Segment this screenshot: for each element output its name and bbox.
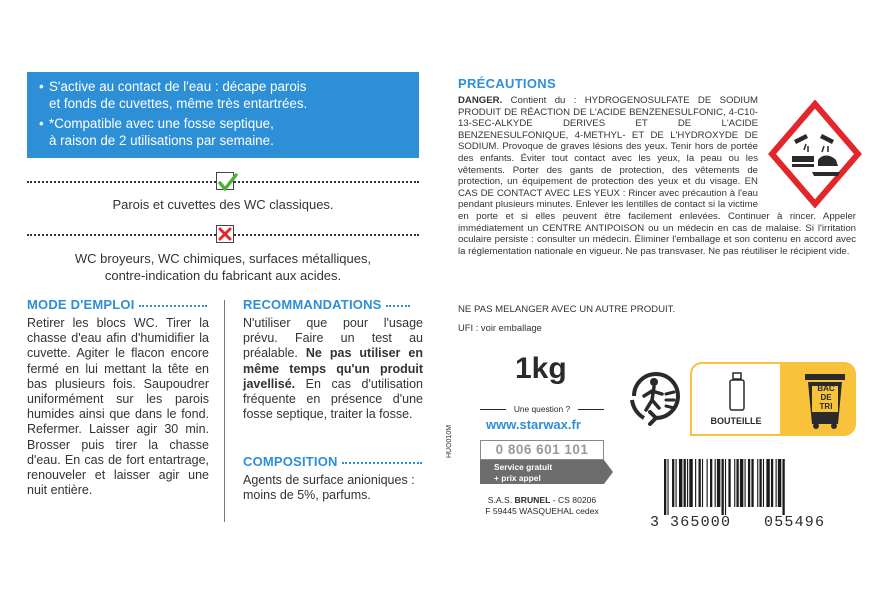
title-dots <box>342 462 422 464</box>
company-line <box>480 495 604 506</box>
product-code: HUO010M <box>446 424 453 458</box>
triman-icon <box>626 366 688 426</box>
question-label <box>480 404 604 414</box>
unsuitable-line: WC broyeurs, WC chimiques, surfaces métalliques, <box>74 251 372 266</box>
recommandations-text-a: N'utiliser que pour l'usage prévu. Faire un test au préalable. <box>243 316 423 361</box>
company-name: BRUNEL <box>514 495 551 505</box>
title-dots <box>139 305 207 307</box>
banner-line: à raison de 2 utilisations par semaine. <box>49 133 274 148</box>
bin-label-line: TRI <box>819 402 833 411</box>
service-line: + prix appel <box>494 472 541 483</box>
website-link[interactable]: www.starwax.fr <box>486 417 581 432</box>
unsuitable-line: contre-indication du fabricant aux acides. <box>104 268 342 283</box>
precautions-end: NE PAS MELANGER AVEC UN AUTRE PRODUIT. <box>458 304 676 315</box>
company-address <box>480 495 604 517</box>
company-prefix: S.A.S. <box>487 495 515 505</box>
recommandations-text <box>243 316 423 422</box>
bin-label-line: BAC <box>817 384 835 393</box>
banner-line: et fonds de cuvettes, même très entartrées. <box>49 96 308 111</box>
precautions-title: PRÉCAUTIONS <box>458 76 556 91</box>
ghs-corrosive-icon <box>768 100 862 208</box>
mode-emploi-text: Retirer les blocs WC. Tirer la chasse d'eau afin d'humidifier la cuvette. Agiter le flacon encore fermé en lui mettant la tête en bas plusieurs fois. Saupoudrer uniformément sur les parois humides ainsi que dans le fond. Refermer. Laisser agir 30 min. Brosser puis tirer la chasse d'eau. En cas de fort entartrage, renouveler et laisser agir une nuit entière. <box>27 316 209 498</box>
composition-text: Agents de surface anioniques : moins de 5%, parfums. <box>243 473 415 503</box>
feature-banner <box>27 72 419 158</box>
composition-title <box>243 454 422 469</box>
composition-title-text: COMPOSITION <box>243 454 338 469</box>
suitable-text: Parois et cuvettes des WC classiques. <box>112 197 334 212</box>
barcode-group-1: 365000 <box>670 514 732 531</box>
cross-icon <box>216 225 234 243</box>
barcode-first-digit: 3 <box>650 514 661 531</box>
recommandations-text-b: En cas d'utilisation fréquente en présence d'une fosse septique, traiter la fosse. <box>243 376 423 422</box>
product-weight: 1kg <box>515 352 567 385</box>
phone-number[interactable]: 0 806 601 101 <box>480 440 604 460</box>
recommandations-warning: Ne pas utiliser en même temps qu'un produit javellisé. <box>243 346 423 391</box>
company-city: F 59445 WASQUEHAL cedex <box>485 506 599 516</box>
bottle-icon <box>728 372 746 412</box>
recommandations-title <box>243 297 410 312</box>
company-suffix: - CS 80206 <box>550 495 597 505</box>
question-rule <box>480 409 506 410</box>
banner-line: • S'active au contact de l'eau : décape parois <box>49 78 409 95</box>
column-divider <box>224 300 225 522</box>
check-icon <box>216 172 234 190</box>
bin-label-line: DE <box>820 393 832 402</box>
question-rule <box>578 409 604 410</box>
banner-line: • *Compatible avec une fosse septique, <box>49 115 409 132</box>
ufi-text: UFI : voir emballage <box>458 322 542 333</box>
mode-emploi-title-text: MODE D'EMPLOI <box>27 297 135 312</box>
question-text: Une question ? <box>513 404 571 414</box>
barcode-group-2: 055496 <box>764 514 826 531</box>
mode-emploi-title <box>27 297 207 312</box>
recommandations-title-text: RECOMMANDATIONS <box>243 297 382 312</box>
precautions-body: Contient du : HYDROGENOSULFATE DE SODIUM PRODUIT DE RÉACTION DE L'ACIDE BENZENESULFONIC, 4-C10-13-SEC-ALKYDE DERIVES ET DE L'ACIDE BENZENESULFONIQUE, 4-METHYL- ET DE L'HYDROXYDE DE SODIUM. Provoque de graves lésions des yeux. Tenir hors de portée des enfants. Éviter tout contact avec les yeux, la peau ou les vêtements. Porter des gants de protection, des vêtements de protection, un équipement de protection des yeux et du visage. EN CAS DE CONTACT AVEC LES YEUX : Rincer avec précaution à l'eau pendant plusieurs minutes. Enlever les lentilles de contact si la victime en porte et si elles peuvent être facilement enlevées. Continuer à rincer. Appeler immédiatement un CENTRE ANTIPOISON ou un médecin en cas de malaise. Si l'irritation oculaire persiste : consulter un médecin. Éliminer l'emballage et son contenu en accord avec la réglementation nationale en vigueur. Ne pas transvaser. Ne pas réutiliser le récipient vide. <box>458 95 856 257</box>
title-dots <box>386 305 410 307</box>
info-tri-badge <box>690 362 856 436</box>
service-line: Service gratuit <box>494 462 553 472</box>
bin-label <box>808 384 844 411</box>
danger-label: DANGER. <box>458 95 503 106</box>
barcode-icon <box>664 459 858 515</box>
bottle-label: BOUTEILLE <box>710 416 762 426</box>
service-badge <box>480 460 604 484</box>
